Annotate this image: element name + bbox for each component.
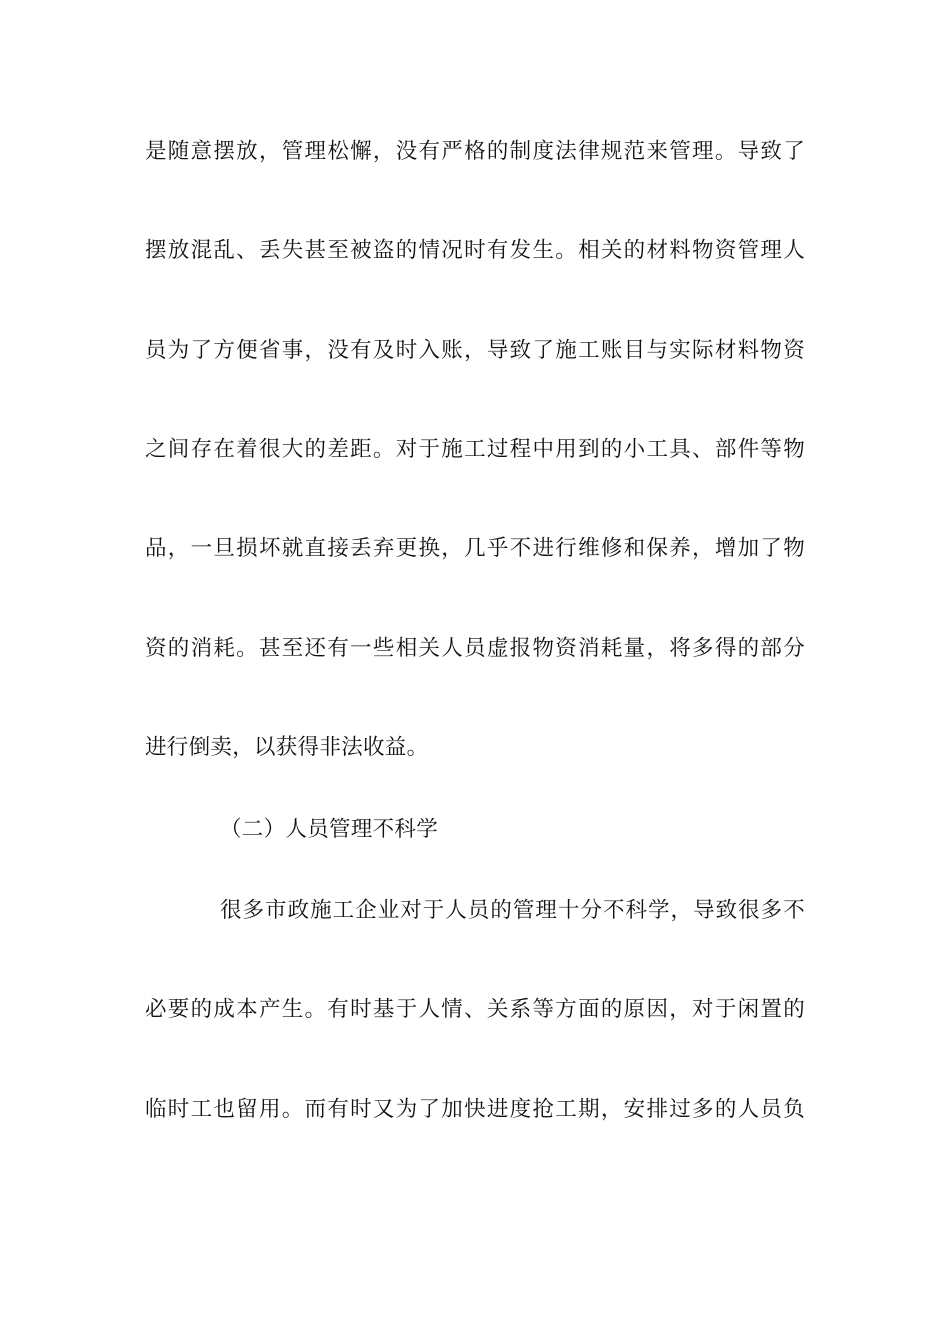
paragraph-line-3: 员为了方便省事，没有及时入账，导致了施工账目与实际材料物资: [145, 338, 805, 363]
section-line-3: 临时工也留用。而有时又为了加快进度抢工期，安排过多的人员负: [145, 1097, 805, 1122]
paragraph-line-6: 资的消耗。甚至还有一些相关人员虚报物资消耗量，将多得的部分: [145, 636, 805, 661]
section-heading: （二）人员管理不科学: [220, 817, 439, 842]
paragraph-line-1: 是随意摆放，管理松懈，没有严格的制度法律规范来管理。导致了: [145, 139, 805, 164]
paragraph-line-4: 之间存在着很大的差距。对于施工过程中用到的小工具、部件等物: [145, 437, 805, 462]
section-line-1: 很多市政施工企业对于人员的管理十分不科学，导致很多不: [220, 898, 805, 923]
paragraph-line-2: 摆放混乱、丢失甚至被盗的情况时有发生。相关的材料物资管理人: [145, 238, 805, 263]
paragraph-line-5: 品，一旦损坏就直接丢弃更换，几乎不进行维修和保养，增加了物: [145, 536, 805, 561]
section-line-2: 必要的成本产生。有时基于人情、关系等方面的原因，对于闲置的: [145, 997, 805, 1022]
paragraph-line-7: 进行倒卖，以获得非法收益。: [145, 735, 429, 760]
